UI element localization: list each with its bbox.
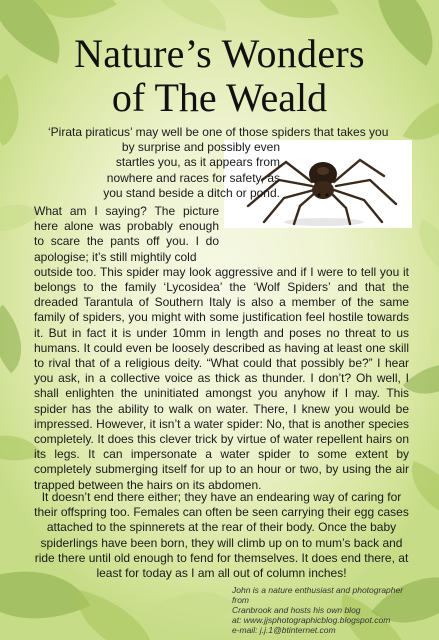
article-body-rest: outside too. This spider may look aggressive and if I were to tell you it belongs to the family ‘Lycosidea’ the ‘Wolf Spiders’ and that the dreaded Tarantula of Southern Italy is also a member of the same family of spiders, you might with some justification feel hostile towards it. But in fact it is under 10mm in length and poses no threat to us humans. It could even be loosely described as having at least one skill to rival that of a religious deity. “What could that possibly be?” I hear you ask, in a collective voice as thick as thunder. I don’t? Oh well, I shall enlighten the uninitiated amongst you anyhow if I may. This spider has the ability to walk on water. There, I knew you would be impressed. However, it isn’t a water spider: No, that is another species completely. It does this clever trick by virtue of water repellent hairs on its legs. It can impersonate a water spider to some extent by completely submerging itself for up to an hour or two, by using the air trapped between the hairs on its abdomen. — [34, 264, 409, 492]
article-intro-line1: ‘Pirata piraticus’ may well be one of those spiders that takes you — [48, 125, 389, 139]
credit-line: John is a nature enthusiast and photographer from — [232, 585, 404, 605]
credit-blog-link: at: www.jjsphotographicblog.blogspot.com — [232, 615, 391, 625]
author-credit — [232, 585, 422, 635]
article-intro-rest: by surprise and possibly even startles you, as it appears from nowhere and races for safety, as you stand beside a ditch or pond. — [103, 140, 280, 200]
credit-line: Cranbrook and hosts his own blog — [232, 605, 361, 615]
article-body — [34, 204, 409, 493]
article-body-wrap: What am I saying? The picture here alone was probably enough to scare the pants off you. I do apologise; it’s still mightily cold — [34, 204, 219, 264]
article-closing: It doesn’t end there either; they have an endearing way of caring for their offspring too. Females can often be seen carrying their egg cases attached to the spinnerets at the rear of their body. Once the baby spiderlings have been born, they will climb up on to mum’s back and ride there until old enough to fend for themselves. It does end there, at least for today as I am all out of column inches! — [34, 490, 409, 581]
credit-email: e-mail: j.j.1@btinternet.com — [232, 625, 336, 635]
leaf-decoration — [256, 0, 339, 33]
page-title: Nature’s Wonders — [74, 31, 365, 76]
article-intro — [40, 125, 410, 201]
leaf-decoration — [147, 0, 233, 32]
page-subtitle: of The Weald — [111, 75, 328, 120]
